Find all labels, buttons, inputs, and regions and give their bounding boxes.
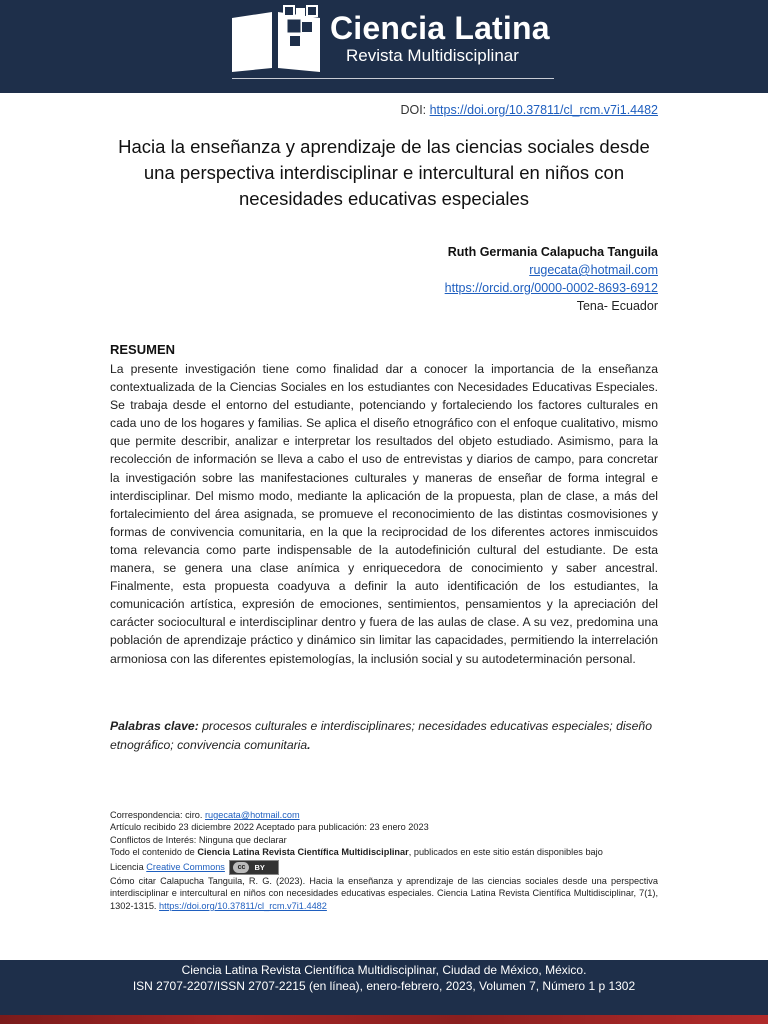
author-name: Ruth Germania Calapucha Tanguila xyxy=(447,245,658,259)
citation-doi-link[interactable]: https://doi.org/10.37811/cl_rcm.v7i1.4482 xyxy=(159,900,327,911)
correspondence-line xyxy=(110,809,658,821)
cc-badge-text: cc xyxy=(233,862,249,873)
content-suffix: , publicados en este sitio están disponibles bajo xyxy=(408,846,603,857)
keywords xyxy=(110,717,658,754)
content-journal-name: Ciencia Latina Revista Científica Multidisciplinar xyxy=(197,846,409,857)
citation-text: Cómo citar Calapucha Tanguila, R. G. (2023). Hacia la enseñanza y aprendizaje de las ciencias sociales desde una perspectiva interdisciplinar e intercultural en niños con necesidades educativas especiales. Ciencia Latina Revista Científica Multidisciplinar, 7(1), 1302-1315. xyxy=(110,876,658,911)
footnotes xyxy=(110,809,658,912)
journal-footer xyxy=(0,960,768,1015)
license-label: Licencia xyxy=(110,862,147,873)
cc-by-license-icon[interactable] xyxy=(229,860,279,875)
footer-line-2: ISN 2707-2207/ISSN 2707-2215 (en línea), enero-febrero, 2023, Volumen 7, Número 1 p 1302 xyxy=(132,979,636,993)
journal-subtitle: Revista Multidisciplinar xyxy=(346,46,519,65)
conflicts-of-interest: Conflictos de Interés: Ninguna que declarar xyxy=(110,834,287,845)
header-divider xyxy=(232,78,554,79)
content-prefix: Todo el contenido de xyxy=(110,846,198,857)
article-title: Hacia la enseñanza y aprendizaje de las ciencias sociales desde una perspectiva interdisciplinar e intercultural en niños con necesidades educativas especiales xyxy=(118,136,650,209)
journal-name: Ciencia Latina xyxy=(330,10,550,46)
abstract-heading: RESUMEN xyxy=(110,342,176,357)
creative-commons-link[interactable]: Creative Commons xyxy=(146,862,225,873)
open-book-logo-icon xyxy=(228,4,324,76)
license-line xyxy=(110,860,658,875)
cc-badge-by: BY xyxy=(254,863,265,873)
keywords-end: . xyxy=(307,737,311,752)
author-block xyxy=(445,243,658,315)
content-license-line xyxy=(110,846,658,858)
keywords-text: procesos culturales e interdisciplinares; necesidades educativas especiales; diseño etnográfico; convivencia comunitaria xyxy=(110,719,652,752)
author-orcid-link[interactable]: https://orcid.org/0000-0002-8693-6912 xyxy=(444,281,658,295)
footer-line-1: Ciencia Latina Revista Científica Multidisciplinar, Ciudad de México, México. xyxy=(181,963,587,977)
doi-link[interactable]: https://doi.org/10.37811/cl_rcm.v7i1.4482 xyxy=(429,103,658,117)
correspondence-label: Correspondencia: ciro. xyxy=(110,810,205,820)
doi-line xyxy=(400,103,658,117)
correspondence-email-link[interactable]: rugecata@hotmail.com xyxy=(204,810,300,820)
keywords-label: Palabras clave: xyxy=(110,719,199,733)
citation xyxy=(110,875,658,912)
author-email-link[interactable]: rugecata@hotmail.com xyxy=(529,263,658,277)
author-location: Tena- Ecuador xyxy=(576,299,658,313)
doi-label: DOI: xyxy=(400,103,430,117)
article-dates: Artículo recibido 23 diciembre 2022 Aceptado para publicación: 23 enero 2023 xyxy=(110,822,429,833)
abstract-text: La presente investigación tiene como finalidad dar a conocer la importancia de la enseñanza contextualizada de la Ciencias Sociales en los estudiantes con Necesidades Educativas Especiales. Se trabaja desde el entorno del estudiante, potenciando y fortaleciendo los factores culturales en cada uno de los hogares y familias. Se aplica el diseño etnográfico con el enfoque cualitativo, mismo que permite describir, analizar e interpretar los resultados del objeto estudiado. Asimismo, para la recolección de información se lleva a cabo el uso de entrevistas y diarios de campo, para concretar la investigación sobre las manifestaciones culturales y maneras de enseñar de forma integral e interdisciplinar. Del mismo modo, mediante la aplicación de la propuesta, plan de clase, a más del fortalecimiento del área asignada, se promueve el reconocimiento de las distintas cosmovisiones y formas de convivencia comunitaria, en la que la reciprocidad de los diferentes actores inmiscuidos toma relevancia como parte indispensable de la autodefinición cultural del estudiante. De esta manera, se genera una clase anímica y enriquecedora de conocimiento y saber ancestral. Finalmente, esta propuesta coadyuva a definir la auto identificación de los estudiantes, la comunicación artística, expresión de emociones, sentimientos, pensamientos y la apreciación del carácter sociocultural e interdisciplinar dentro y fuera de las aulas de clase. A su vez, predomina una población de aprendizaje práctico y dinámico sin limitar las capacidades, permitiendo la interrelación armoniosa con las diferentes epistemologías, la inclusión social y su autodeterminación personal. xyxy=(110,362,658,666)
footer-stripe xyxy=(0,1015,768,1024)
journal-header xyxy=(0,0,768,93)
